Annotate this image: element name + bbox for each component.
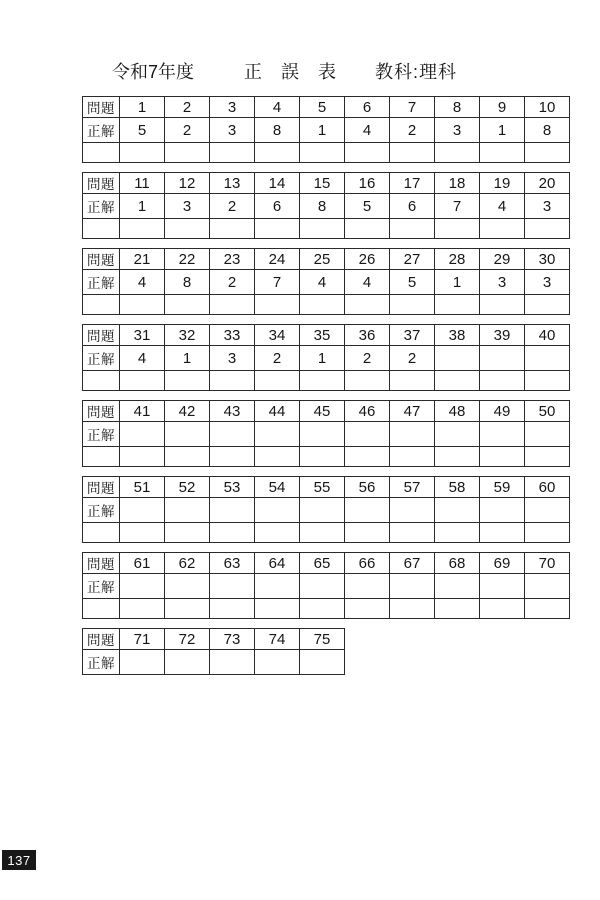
question-number-cell: 70 [525,553,570,574]
table-row [83,270,570,295]
empty-cell [390,523,435,543]
answer-cell [210,650,255,675]
question-number-cell: 17 [390,173,435,194]
empty-cell [300,371,345,391]
answer-cell: 4 [120,270,165,295]
empty-cell [255,295,300,315]
question-number-cell: 60 [525,477,570,498]
answer-cell [435,422,480,447]
empty-cell [165,447,210,467]
empty-cell [525,143,570,163]
empty-cell [120,219,165,239]
empty-cell [525,219,570,239]
answer-cell [165,422,210,447]
answer-cell: 3 [210,346,255,371]
empty-cell [390,371,435,391]
question-number-cell: 47 [390,401,435,422]
answer-cell [480,574,525,599]
question-number-cell: 69 [480,553,525,574]
answer-cell [210,498,255,523]
question-number-cell: 32 [165,325,210,346]
answer-cell: 1 [120,194,165,219]
table-row [83,477,570,498]
empty-cell [120,143,165,163]
empty-cell [435,447,480,467]
answer-cell: 3 [480,270,525,295]
question-number-cell: 33 [210,325,255,346]
empty-cell [480,599,525,619]
empty-cell [390,599,435,619]
answer-cell [300,650,345,675]
empty-row-label [83,447,120,467]
question-number-cell: 20 [525,173,570,194]
answer-table-area [82,96,570,684]
answer-cell [525,498,570,523]
question-row-label: 問題 [83,325,120,346]
answer-cell: 6 [390,194,435,219]
empty-cell [300,295,345,315]
empty-cell [300,143,345,163]
question-number-cell: 65 [300,553,345,574]
question-number-cell: 34 [255,325,300,346]
answer-block-8 [82,628,345,675]
empty-cell [165,295,210,315]
answer-cell [390,574,435,599]
empty-row-label [83,295,120,315]
title-subject: 教科:理科 [375,62,458,82]
answer-cell: 1 [300,118,345,143]
answer-cell: 2 [390,346,435,371]
question-row-label: 問題 [83,629,120,650]
question-number-cell: 56 [345,477,390,498]
answer-cell: 8 [165,270,210,295]
empty-cell [435,295,480,315]
empty-cell [255,219,300,239]
empty-cell [390,295,435,315]
table-row [83,401,570,422]
table-row [83,650,345,675]
question-number-cell: 74 [255,629,300,650]
answer-cell [525,346,570,371]
question-number-cell: 1 [120,97,165,118]
answer-cell [255,498,300,523]
empty-cell [210,143,255,163]
answer-cell: 3 [525,194,570,219]
table-row [83,371,570,391]
table-row [83,173,570,194]
empty-cell [480,371,525,391]
question-number-cell: 6 [345,97,390,118]
table-row [83,97,570,118]
empty-cell [255,523,300,543]
empty-cell [435,599,480,619]
answer-cell [210,422,255,447]
table-row [83,118,570,143]
empty-cell [210,447,255,467]
empty-cell [435,219,480,239]
question-number-cell: 11 [120,173,165,194]
empty-cell [165,599,210,619]
question-number-cell: 64 [255,553,300,574]
empty-cell [435,143,480,163]
answer-cell: 4 [120,346,165,371]
question-number-cell: 55 [300,477,345,498]
question-number-cell: 62 [165,553,210,574]
question-row-label: 問題 [83,173,120,194]
answer-row-label: 正解 [83,118,120,143]
question-number-cell: 7 [390,97,435,118]
answer-cell: 7 [255,270,300,295]
empty-cell [210,371,255,391]
empty-cell [480,295,525,315]
answer-cell [255,422,300,447]
title-main: 正 誤 表 [244,62,344,82]
table-row [83,629,345,650]
answer-cell [120,498,165,523]
answer-cell: 8 [300,194,345,219]
answer-cell: 3 [525,270,570,295]
answer-cell [210,574,255,599]
empty-cell [120,371,165,391]
answer-cell [345,422,390,447]
answer-row-label: 正解 [83,574,120,599]
question-number-cell: 68 [435,553,480,574]
question-number-cell: 16 [345,173,390,194]
answer-block-3 [82,248,570,315]
empty-row-label [83,143,120,163]
empty-cell [345,371,390,391]
answer-cell: 1 [300,346,345,371]
question-number-cell: 59 [480,477,525,498]
answer-cell [435,346,480,371]
empty-cell [165,219,210,239]
empty-cell [345,219,390,239]
answer-cell [255,574,300,599]
empty-cell [345,143,390,163]
question-number-cell: 49 [480,401,525,422]
answer-cell: 1 [480,118,525,143]
table-row [83,574,570,599]
empty-cell [480,219,525,239]
question-number-cell: 12 [165,173,210,194]
empty-cell [120,523,165,543]
empty-cell [525,447,570,467]
question-number-cell: 73 [210,629,255,650]
question-row-label: 問題 [83,249,120,270]
empty-cell [525,599,570,619]
question-number-cell: 28 [435,249,480,270]
table-row [83,143,570,163]
table-row [83,447,570,467]
empty-cell [255,599,300,619]
table-row [83,498,570,523]
answer-row-label: 正解 [83,498,120,523]
empty-cell [345,599,390,619]
answer-cell: 2 [210,194,255,219]
table-row [83,422,570,447]
empty-cell [165,371,210,391]
question-row-label: 問題 [83,477,120,498]
question-number-cell: 29 [480,249,525,270]
question-number-cell: 43 [210,401,255,422]
empty-cell [255,371,300,391]
table-row [83,346,570,371]
answer-cell: 2 [390,118,435,143]
question-number-cell: 38 [435,325,480,346]
question-number-cell: 27 [390,249,435,270]
empty-cell [525,371,570,391]
answer-row-label: 正解 [83,422,120,447]
question-number-cell: 14 [255,173,300,194]
empty-cell [165,143,210,163]
question-number-cell: 30 [525,249,570,270]
empty-cell [390,447,435,467]
table-row [83,523,570,543]
empty-cell [480,447,525,467]
empty-cell [345,447,390,467]
empty-cell [210,599,255,619]
question-number-cell: 52 [165,477,210,498]
answer-cell [255,650,300,675]
question-number-cell: 50 [525,401,570,422]
question-number-cell: 5 [300,97,345,118]
question-number-cell: 57 [390,477,435,498]
question-number-cell: 9 [480,97,525,118]
answer-cell [120,650,165,675]
empty-cell [120,447,165,467]
answer-cell [165,650,210,675]
empty-row-label [83,523,120,543]
empty-cell [300,219,345,239]
answer-cell [480,422,525,447]
empty-cell [480,523,525,543]
answer-cell: 1 [165,346,210,371]
answer-cell [435,574,480,599]
table-row [83,553,570,574]
question-number-cell: 8 [435,97,480,118]
question-number-cell: 2 [165,97,210,118]
answer-cell [120,422,165,447]
table-row [83,295,570,315]
answer-cell [120,574,165,599]
answer-cell [300,422,345,447]
answer-cell: 4 [345,270,390,295]
answer-block-7 [82,552,570,619]
question-number-cell: 61 [120,553,165,574]
question-number-cell: 36 [345,325,390,346]
answer-cell [345,574,390,599]
answer-cell [300,498,345,523]
question-number-cell: 66 [345,553,390,574]
answer-cell: 3 [435,118,480,143]
question-number-cell: 67 [390,553,435,574]
empty-row-label [83,599,120,619]
answer-cell: 3 [165,194,210,219]
answer-cell: 2 [255,346,300,371]
empty-cell [390,143,435,163]
empty-cell [300,447,345,467]
empty-cell [210,523,255,543]
answer-cell [300,574,345,599]
question-number-cell: 63 [210,553,255,574]
title-year: 令和7年度 [112,62,195,82]
answer-cell [345,498,390,523]
question-number-cell: 18 [435,173,480,194]
answer-cell: 8 [255,118,300,143]
table-row [83,249,570,270]
empty-cell [525,295,570,315]
page-title [112,58,457,84]
question-number-cell: 15 [300,173,345,194]
empty-cell [435,371,480,391]
answer-cell: 5 [345,194,390,219]
question-number-cell: 72 [165,629,210,650]
answer-cell [435,498,480,523]
question-number-cell: 3 [210,97,255,118]
question-number-cell: 41 [120,401,165,422]
answer-cell: 8 [525,118,570,143]
question-number-cell: 58 [435,477,480,498]
answer-cell: 1 [435,270,480,295]
question-number-cell: 42 [165,401,210,422]
answer-cell [525,422,570,447]
question-number-cell: 31 [120,325,165,346]
question-row-label: 問題 [83,401,120,422]
question-number-cell: 25 [300,249,345,270]
empty-cell [165,523,210,543]
answer-block-1 [82,96,570,163]
table-row [83,599,570,619]
question-number-cell: 19 [480,173,525,194]
question-number-cell: 24 [255,249,300,270]
answer-cell [480,346,525,371]
question-number-cell: 45 [300,401,345,422]
question-row-label: 問題 [83,553,120,574]
answer-row-label: 正解 [83,346,120,371]
question-number-cell: 53 [210,477,255,498]
question-row-label: 問題 [83,97,120,118]
question-number-cell: 71 [120,629,165,650]
question-number-cell: 37 [390,325,435,346]
empty-row-label [83,219,120,239]
question-number-cell: 44 [255,401,300,422]
question-number-cell: 21 [120,249,165,270]
empty-cell [345,295,390,315]
question-number-cell: 22 [165,249,210,270]
answer-cell [480,498,525,523]
answer-cell [165,574,210,599]
answer-cell: 2 [210,270,255,295]
question-number-cell: 51 [120,477,165,498]
answer-cell [165,498,210,523]
empty-cell [345,523,390,543]
answer-cell: 4 [345,118,390,143]
answer-cell: 2 [345,346,390,371]
question-number-cell: 40 [525,325,570,346]
empty-cell [480,143,525,163]
question-number-cell: 10 [525,97,570,118]
answer-cell: 5 [120,118,165,143]
question-number-cell: 75 [300,629,345,650]
question-number-cell: 46 [345,401,390,422]
empty-cell [120,599,165,619]
answer-cell: 2 [165,118,210,143]
answer-cell: 4 [300,270,345,295]
question-number-cell: 23 [210,249,255,270]
answer-cell: 6 [255,194,300,219]
answer-row-label: 正解 [83,194,120,219]
empty-cell [210,219,255,239]
question-number-cell: 54 [255,477,300,498]
empty-cell [390,219,435,239]
answer-cell [525,574,570,599]
answer-block-2 [82,172,570,239]
empty-cell [525,523,570,543]
answer-row-label: 正解 [83,650,120,675]
answer-cell: 4 [480,194,525,219]
table-row [83,325,570,346]
answer-cell [390,422,435,447]
question-number-cell: 4 [255,97,300,118]
answer-block-6 [82,476,570,543]
answer-cell: 5 [390,270,435,295]
empty-cell [300,523,345,543]
answer-block-4 [82,324,570,391]
empty-cell [255,447,300,467]
empty-row-label [83,371,120,391]
question-number-cell: 48 [435,401,480,422]
page-number-badge: 137 [2,850,36,870]
answer-row-label: 正解 [83,270,120,295]
question-number-cell: 26 [345,249,390,270]
empty-cell [120,295,165,315]
question-number-cell: 39 [480,325,525,346]
table-row [83,194,570,219]
table-row [83,219,570,239]
answer-block-5 [82,400,570,467]
answer-cell: 3 [210,118,255,143]
empty-cell [255,143,300,163]
answer-cell [390,498,435,523]
question-number-cell: 13 [210,173,255,194]
empty-cell [210,295,255,315]
question-number-cell: 35 [300,325,345,346]
empty-cell [300,599,345,619]
answer-cell: 7 [435,194,480,219]
empty-cell [435,523,480,543]
